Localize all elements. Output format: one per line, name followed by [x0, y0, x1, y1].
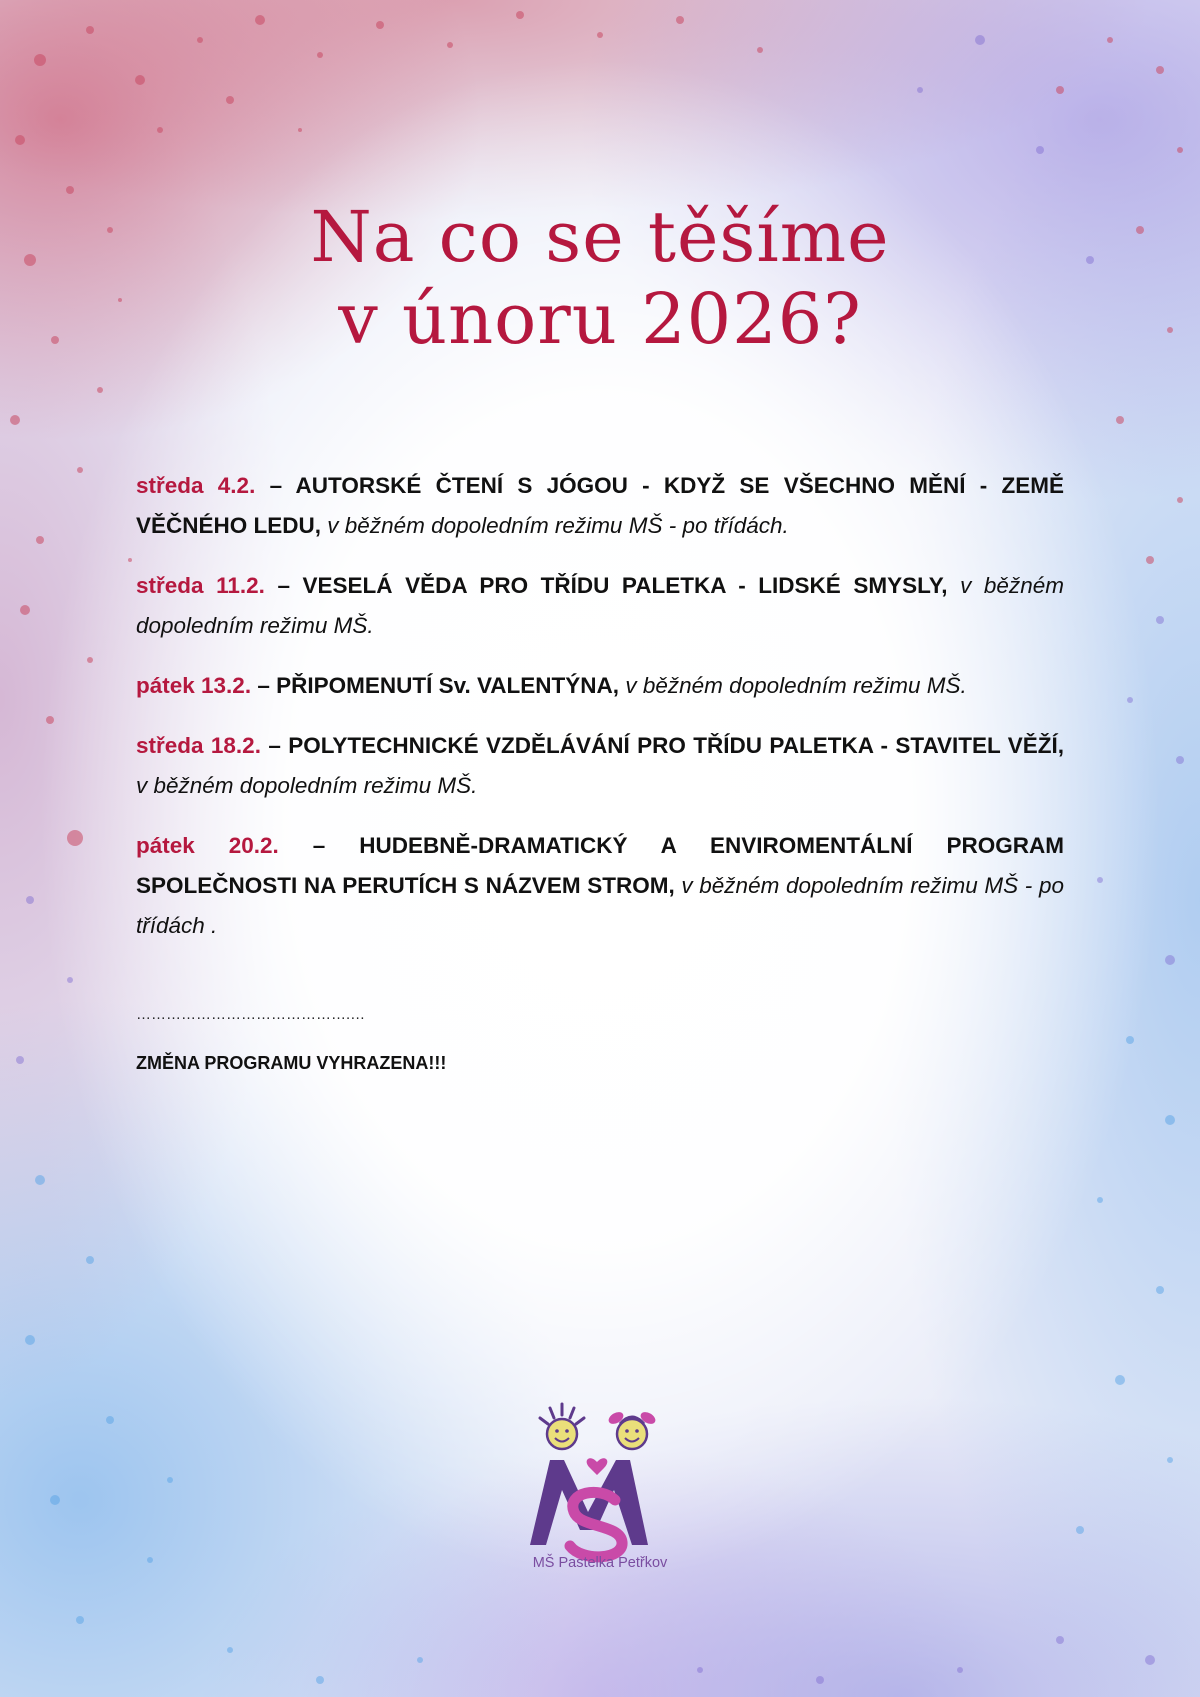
event-date: středa 18.2.	[136, 733, 261, 758]
event-note: v běžném dopoledním režimu MŠ - po třídách.	[327, 513, 789, 538]
event-note: v běžném dopoledním režimu MŠ.	[136, 573, 1064, 638]
school-logo-icon	[520, 1400, 680, 1575]
event-date: středa 4.2.	[136, 473, 256, 498]
page-title	[0, 196, 1200, 360]
event-item	[136, 666, 1064, 706]
event-name: – POLYTECHNICKÉ VZDĚLÁVÁNÍ PRO TŘÍDU PALETKA - STAVITEL VĚŽÍ,	[268, 733, 1064, 758]
title-line-2: v únoru 2026?	[338, 278, 862, 360]
logo-caption: MŠ Pastelka Petřkov	[532, 1555, 668, 1571]
event-item	[136, 566, 1064, 646]
event-name: – HUDEBNĚ-DRAMATICKÝ A ENVIROMENTÁLNÍ PROGRAM SPOLEČNOSTI NA PERUTÍCH S NÁZVEM STROM,	[136, 833, 1064, 898]
title-line-1: Na co se těšíme	[310, 196, 890, 278]
event-item	[136, 466, 1064, 546]
event-date: pátek 13.2.	[136, 673, 252, 698]
event-date: středa 11.2.	[136, 573, 265, 598]
event-name: – PŘIPOMENUTÍ Sv. VALENTÝNA,	[257, 673, 620, 698]
event-note: v běžném dopoledním režimu MŠ.	[625, 673, 967, 698]
event-name: – AUTORSKÉ ČTENÍ S JÓGOU - KDYŽ SE VŠECHNO MĚNÍ - ZEMĚ VĚČNÉHO LEDU,	[136, 473, 1064, 538]
event-item	[136, 726, 1064, 806]
event-date: pátek 20.2.	[136, 833, 279, 858]
event-name: – VESELÁ VĚDA PRO TŘÍDU PALETKA - LIDSKÉ SMYSLY,	[277, 573, 948, 598]
event-note: v běžném dopoledním režimu MŠ - po třídách .	[136, 873, 1064, 938]
dotted-separator: …………………………………….…	[136, 1006, 366, 1023]
event-item	[136, 826, 1064, 946]
program-change-notice: ZMĚNA PROGRAMU VYHRAZENA!!!	[136, 1053, 447, 1073]
event-note: v běžném dopoledním režimu MŠ.	[136, 773, 478, 798]
event-list	[136, 466, 1064, 966]
